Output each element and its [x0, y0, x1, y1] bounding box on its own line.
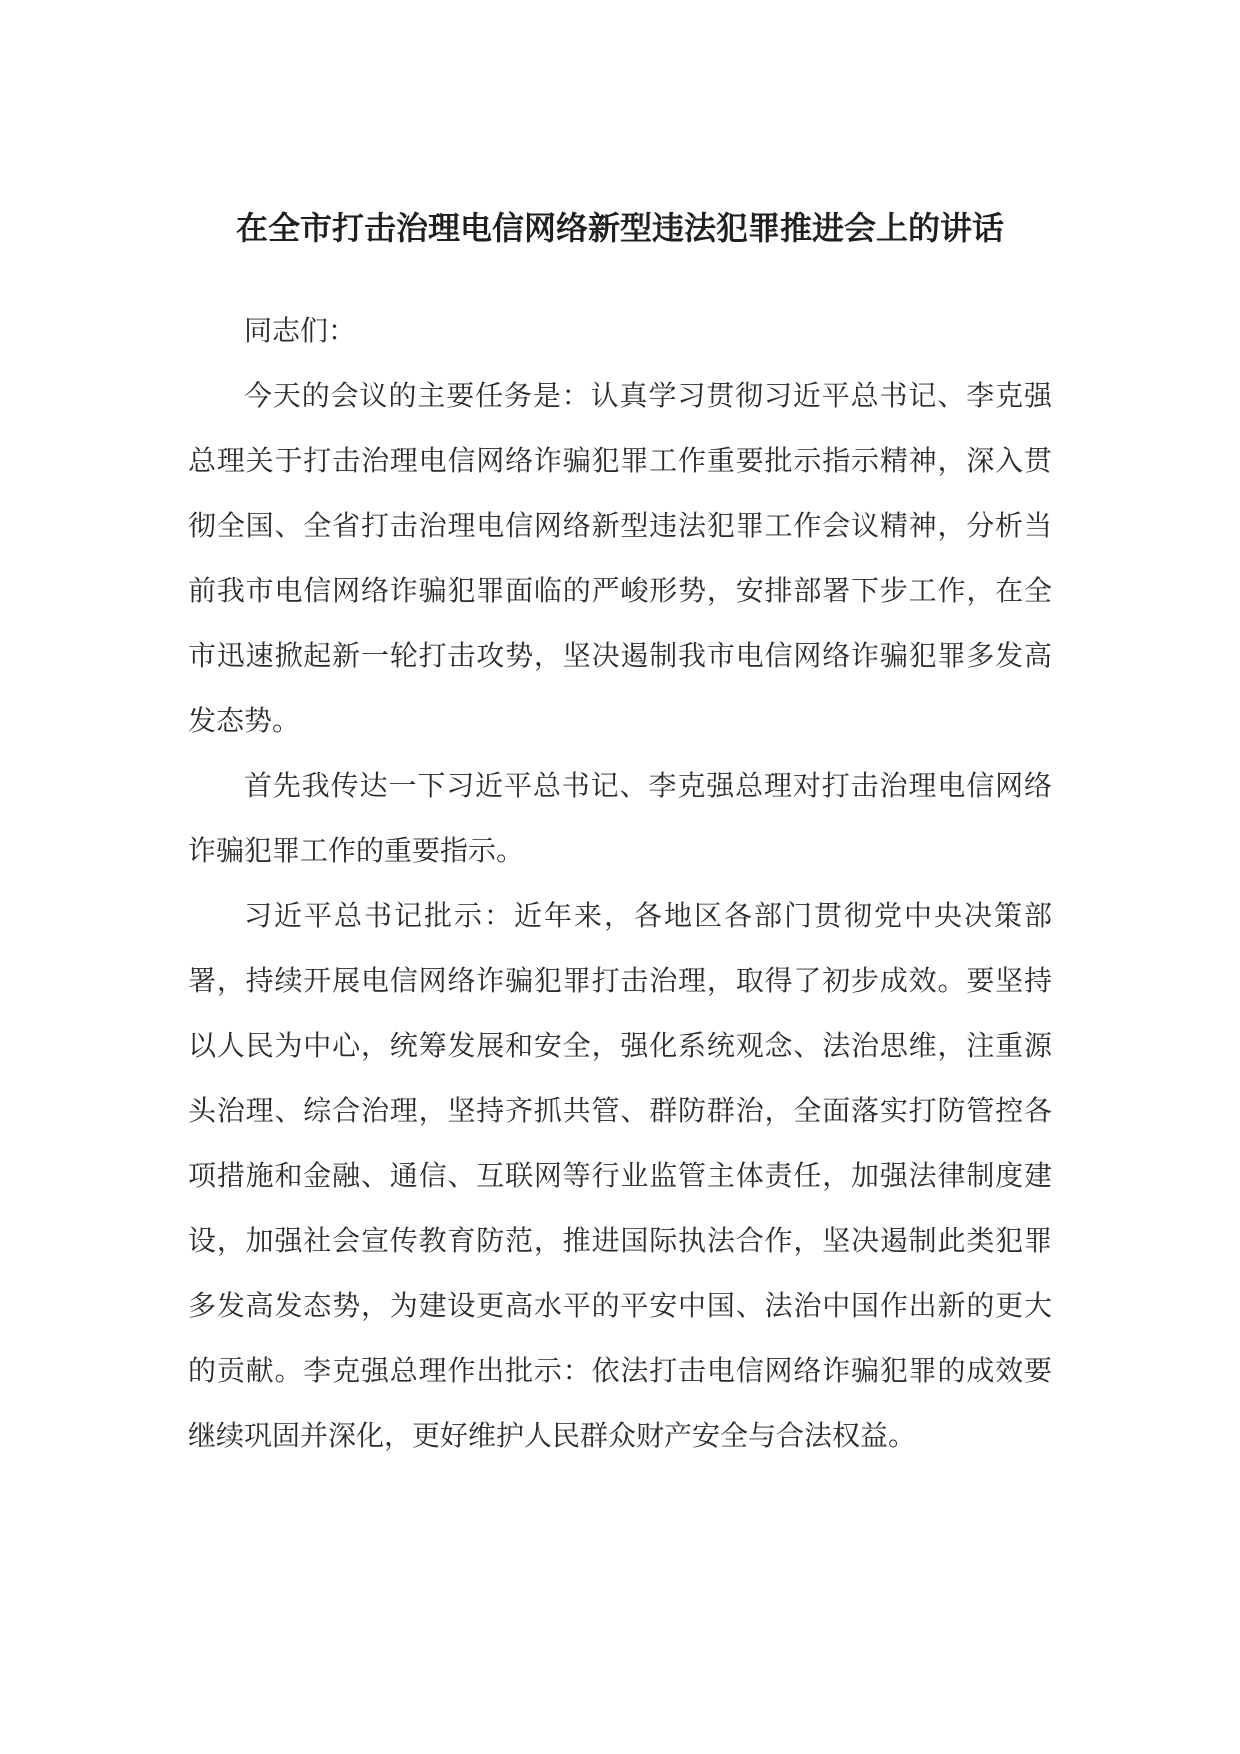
paragraph-meeting-tasks: 今天的会议的主要任务是：认真学习贯彻习近平总书记、李克强总理关于打击治理电信网络诈骗犯罪工作重要批示指示精神，深入贯彻全国、全省打击治理电信网络新型违法犯罪工作会议精神，分析当前我市电信网络诈骗犯罪面临的严峻形势，安排部署下步工作，在全市迅速掀起新一轮打击攻势，坚决遏制我市电信网络诈骗犯罪多发高发态势。 — [188, 379, 1052, 737]
document-body — [188, 200, 1052, 1468]
paragraph-instructions-intro: 首先我传达一下习近平总书记、李克强总理对打击治理电信网络诈骗犯罪工作的重要指示。 — [188, 769, 1052, 867]
document-title: 在全市打击治理电信网络新型违法犯罪推进会上的讲话 — [235, 209, 1004, 247]
paragraph-instructions-content: 习近平总书记批示：近年来，各地区各部门贯彻党中央决策部署，持续开展电信网络诈骗犯罪打击治理，取得了初步成效。要坚持以人民为中心，统筹发展和安全，强化系统观念、法治思维，注重源头治理、综合治理，坚持齐抓共管、群防群治，全面落实打防管控各项措施和金融、通信、互联网等行业监管主体责任，加强法律制度建设，加强社会宣传教育防范，推进国际执法合作，坚决遏制此类犯罪多发高发态势，为建设更高水平的平安中国、法治中国作出新的更大的贡献。李克强总理作出批示：依法打击电信网络诈骗犯罪的成效要继续巩固并深化，更好维护人民群众财产安全与合法权益。 — [188, 899, 1052, 1452]
salutation: 同志们： — [244, 314, 357, 347]
